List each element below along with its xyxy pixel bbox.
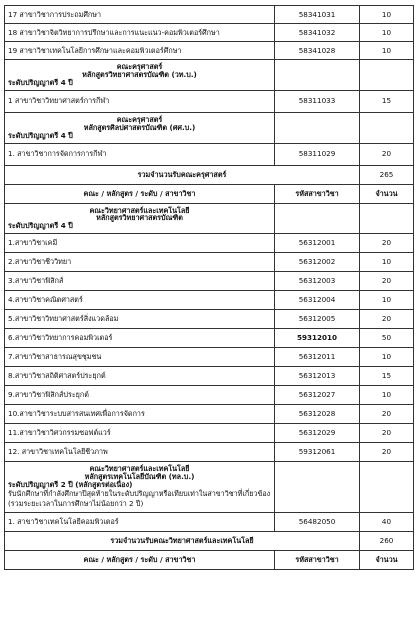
seat-count: 10 — [360, 6, 414, 24]
program-code: 59312061 — [275, 443, 360, 462]
program-name: 11.สาขาวิชาวิศวกรรมซอฟต์แวร์ — [5, 424, 275, 443]
table-row — [5, 143, 414, 165]
program-title: หลักสูตรวิทยาศาสตรบัณฑิต (วท.บ.) — [82, 69, 197, 79]
section-header — [5, 203, 414, 234]
seat-count: 15 — [360, 367, 414, 386]
program-name: 10.สาขาวิชาระบบสารสนเทศเพื่อการจัดการ — [5, 405, 275, 424]
section-header — [5, 112, 414, 143]
seat-count: 20 — [360, 143, 414, 165]
total-value: 265 — [360, 165, 414, 184]
program-name: 2.สาขาวิชาชีววิทยา — [5, 253, 275, 272]
seat-count: 10 — [360, 291, 414, 310]
program-code: 56312011 — [275, 348, 360, 367]
program-code: 58341032 — [275, 24, 360, 42]
table-row — [5, 329, 414, 348]
level-title: ระดับปริญญาตรี 4 ปี — [8, 221, 73, 231]
program-code: 56482050 — [275, 512, 360, 531]
seat-count: 40 — [360, 512, 414, 531]
section-header — [5, 60, 414, 91]
faculty-title: คณะวิทยาศาสตร์และเทคโนโลยี — [89, 205, 190, 215]
program-name: 1.สาขาวิชาเคมี — [5, 234, 275, 253]
table-row — [5, 443, 414, 462]
table-row — [5, 386, 414, 405]
column-header-row — [5, 550, 414, 569]
program-code: 56312003 — [275, 272, 360, 291]
column-header-row — [5, 184, 414, 203]
seat-count: 10 — [360, 253, 414, 272]
faculty-title: คณะครุศาสตร์ — [116, 62, 163, 71]
program-name: 8.สาขาวิชาสถิติศาสตร์ประยุกต์ — [5, 367, 275, 386]
program-code: 58311029 — [275, 143, 360, 165]
level-title: ระดับปริญญาตรี 2 ปี (หลักสูตรต่อเนื่อง) — [8, 480, 133, 490]
column-header: จำนวน — [360, 550, 414, 569]
seat-count: 20 — [360, 424, 414, 443]
table-row — [5, 348, 414, 367]
program-name: 5.สาขาวิชาวิทยาศาสตร์สิ่งแวดล้อม — [5, 310, 275, 329]
total-row — [5, 531, 414, 550]
seat-count: 20 — [360, 234, 414, 253]
total-label: รวมจำนวนรับคณะครุศาสตร์ — [5, 165, 360, 184]
program-name: 19 สาขาวิชาเทคโนโลยีการศึกษาและคอมพิวเตอร์ศึกษา — [5, 42, 275, 60]
seat-count: 50 — [360, 329, 414, 348]
level-title: ระดับปริญญาตรี 4 ปี — [8, 130, 73, 140]
admission-note: รับนักศึกษาที่กำลังศึกษาปีสุดท้ายในระดับปริญญาหรือเทียบเท่าในสาขาวิชาที่เกี่ยวข้อง (รวมระยะเวลาในการศึกษาไม่น้อยกว่า 2 ปี) — [8, 489, 271, 508]
program-name: 7.สาขาวิชาสาธารณสุขชุมชน — [5, 348, 275, 367]
seat-count: 10 — [360, 24, 414, 42]
program-code: 56312028 — [275, 405, 360, 424]
program-name: 6.สาขาวิชาวิทยาการคอมพิวเตอร์ — [5, 329, 275, 348]
column-header: จำนวน — [360, 184, 414, 203]
table-row — [5, 405, 414, 424]
program-title: หลักสูตรเทคโนโลยีบัณฑิต (ทล.บ.) — [84, 472, 195, 482]
table-row — [5, 272, 414, 291]
table-row — [5, 310, 414, 329]
seat-count: 10 — [360, 42, 414, 60]
program-code: 56312005 — [275, 310, 360, 329]
program-code: 56312001 — [275, 234, 360, 253]
faculty-title: คณะครุศาสตร์ — [116, 114, 163, 124]
admission-table — [4, 5, 414, 570]
seat-count: 20 — [360, 405, 414, 424]
program-code: 58341031 — [275, 6, 360, 24]
program-name: 1. สาขาวิชาการจัดการการกีฬา — [5, 143, 275, 165]
program-title: หลักสูตรวิทยาศาสตรบัณฑิต — [96, 213, 183, 223]
program-code: 56312029 — [275, 424, 360, 443]
table-row — [5, 424, 414, 443]
program-title: หลักสูตรศิลปศาสตรบัณฑิต (ศศ.บ.) — [83, 122, 196, 132]
column-header: รหัสสาขาวิชา — [275, 184, 360, 203]
seat-count: 10 — [360, 386, 414, 405]
table-row — [5, 367, 414, 386]
program-name: 17 สาขาวิชาการประถมศึกษา — [5, 6, 275, 24]
column-header: คณะ / หลักสูตร / ระดับ / สาขาวิชา — [5, 550, 275, 569]
section-title-cell — [5, 203, 275, 234]
table-row — [5, 253, 414, 272]
table-row — [5, 291, 414, 310]
section-title-cell — [5, 60, 275, 91]
program-name: 18 สาขาวิชาจิตวิทยาการปรึกษาและการแนะแนว-คอมพิวเตอร์ศึกษา — [5, 24, 275, 42]
total-row — [5, 165, 414, 184]
program-name: 9.สาขาวิชาฟิสิกส์ประยุกต์ — [5, 386, 275, 405]
program-code: 56312027 — [275, 386, 360, 405]
seat-count: 10 — [360, 348, 414, 367]
program-code: 56312004 — [275, 291, 360, 310]
section-header — [5, 462, 414, 512]
faculty-title: คณะวิทยาศาสตร์และเทคโนโลยี — [89, 464, 190, 474]
table-row — [5, 6, 414, 24]
section-title-cell — [5, 462, 275, 512]
program-code: 56312002 — [275, 253, 360, 272]
seat-count: 20 — [360, 443, 414, 462]
program-code: 58341028 — [275, 42, 360, 60]
total-value: 260 — [360, 531, 414, 550]
program-name: 1 สาขาวิชาวิทยาศาสตร์การกีฬา — [5, 90, 275, 112]
program-code: 56312013 — [275, 367, 360, 386]
seat-count: 20 — [360, 272, 414, 291]
program-name: 3.สาขาวิชาฟิสิกส์ — [5, 272, 275, 291]
table-row — [5, 42, 414, 60]
column-header: คณะ / หลักสูตร / ระดับ / สาขาวิชา — [5, 184, 275, 203]
table-row — [5, 24, 414, 42]
seat-count: 15 — [360, 90, 414, 112]
program-name: 4.สาขาวิชาคณิตศาสตร์ — [5, 291, 275, 310]
table-row — [5, 234, 414, 253]
program-name: 12. สาขาวิชาเทคโนโลยีชีวภาพ — [5, 443, 275, 462]
column-header: รหัสสาขาวิชา — [275, 550, 360, 569]
table-row — [5, 90, 414, 112]
level-title: ระดับปริญญาตรี 4 ปี — [8, 77, 73, 87]
seat-count: 20 — [360, 310, 414, 329]
program-name: 1. สาขาวิชาเทคโนโลยีคอมพิวเตอร์ — [5, 512, 275, 531]
total-label: รวมจำนวนรับคณะวิทยาศาสตร์และเทคโนโลยี — [5, 531, 360, 550]
section-title-cell — [5, 112, 275, 143]
program-code: 59312010 — [275, 329, 360, 348]
program-code: 58311033 — [275, 90, 360, 112]
table-row — [5, 512, 414, 531]
